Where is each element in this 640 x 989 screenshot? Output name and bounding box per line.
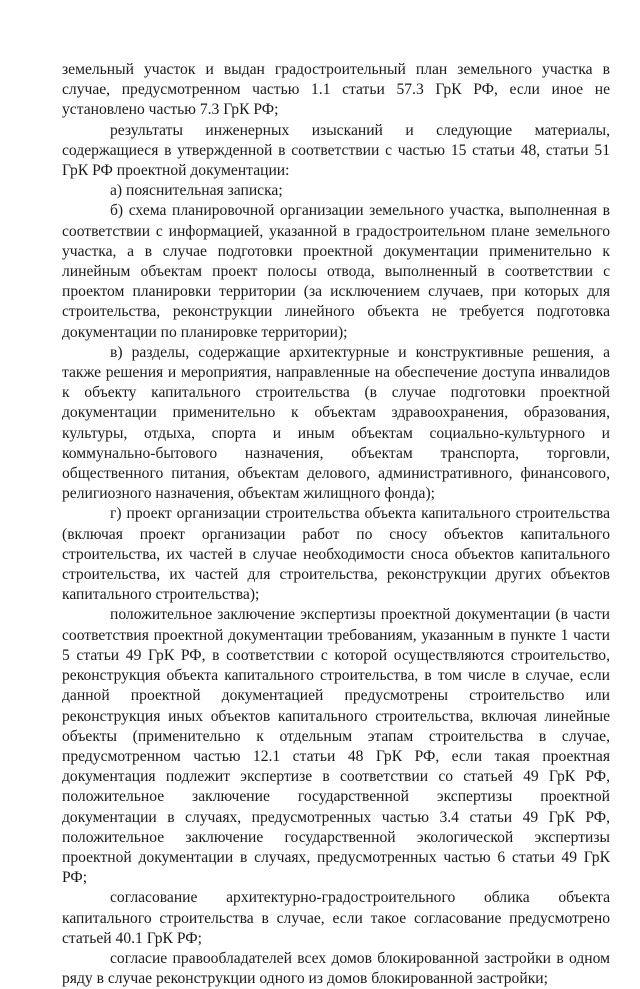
document-page [62,60,610,989]
list-item-g: г) проект организации строительства объекта капитального строительства (включая проект организации работ по сносу объектов капитального строительства, их частей в случае необходимости сноса объектов капитального строительства, их частей для строительства, реконструкции других объектов капитального строительства); [62,505,610,604]
paragraph-survey-results: результаты инженерных изысканий и следующие материалы, содержащиеся в утвержденной в соответствии с частью 15 статьи 48, статьи 51 ГрК РФ проектной документации: [62,121,610,180]
paragraph-expertise-conclusion: положительное заключение экспертизы проектной документации (в части соответствия проектной документации требованиям, указанным в пункте 1 части 5 статьи 49 ГрК РФ, в соответствии с которой осуществляются строительство, реконструкция объекта капитального строительства, в том числе в случае, если данной проектной документацией предусмотрены строительство или реконструкция иных объектов капитального строительства, включая линейные объекты (применительно к отдельным этапам строительства в случае, предусмотренном частью 12.1 статьи 48 ГрК РФ, если такая проектная документация подлежит экспертизе в соответствии со статьей 49 ГрК РФ, положительное заключение государственной экспертизы проектной документации в случаях, предусмотренных частью 3.4 статьи 49 ГрК РФ, положительное заключение государственной экологической экспертизы проектной документации в случаях, предусмотренных частью 6 статьи 49 ГрК РФ; [62,606,610,887]
paragraph-owners-consent: согласие правообладателей всех домов блокированной застройки в одном ряду в случае реконструкции одного из домов блокированной застройки; [62,949,610,988]
paragraph-land-plot: земельный участок и выдан градостроительный план земельного участка в случае, предусмотренном частью 1.1 статьи 57.3 ГрК РФ, если иное не установлено частью 7.3 ГрК РФ; [62,61,610,119]
list-item-a: а) пояснительная записка; [110,182,283,200]
paragraph-architectural-approval: согласование архитектурно-градостроительного облика объекта капитального строительства в случае, если такое согласование предусмотрено статьей 40.1 ГрК РФ; [62,889,610,947]
list-item-v: в) разделы, содержащие архитектурные и конструктивные решения, а также решения и мероприятия, направленные на обеспечение доступа инвалидов к объекту капитального строительства (в случае подготовки проектной документации применительно к объектам здравоохранения, образования, культуры, отдыха, спорта и иным объектам социально-культурного и коммунально-бытового назначения, объектам транспорта, торговли, общественного питания, объектам делового, административного, финансового, религиозного назначения, объектам жилищного фонда); [62,343,610,503]
list-item-b: б) схема планировочной организации земельного участка, выполненная в соответствии с информацией, указанной в градостроительном плане земельного участка, а в случае подготовки проектной документации применительно к линейным объектам проект полосы отвода, выполненный в соответствии с проектом планировки территории (за исключением случаев, при которых для строительства, реконструкции линейного объекта не требуется подготовка документации по планировке территории); [62,202,610,341]
